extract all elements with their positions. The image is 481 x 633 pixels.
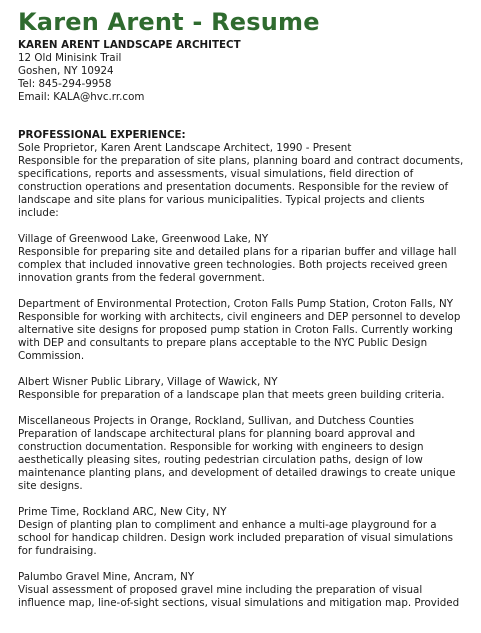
project-line: for fundraising. — [18, 545, 97, 557]
project-line: influence map, line-of-sight sections, visual simulations and mitigation map. Provided — [18, 597, 460, 609]
phone-number: Tel: 845-294-9958 — [18, 78, 112, 90]
project-line: Design of planting plan to compliment and enhance a multi-age playground for a — [18, 519, 437, 531]
project-line: Commission. — [18, 350, 85, 362]
resume-page — [18, 8, 476, 610]
project-line: aesthetically pleasing sites, routing pedestrian circulation paths, design of low — [18, 454, 423, 466]
project-line: complex that included innovative green technologies. Both projects received green — [18, 259, 448, 271]
project-entry — [18, 298, 476, 363]
city-state-zip: Goshen, NY 10924 — [18, 65, 114, 77]
project-title: Miscellaneous Projects in Orange, Rockland, Sullivan, and Dutchess Counties — [18, 415, 414, 427]
summary-line: landscape and site plans for various municipalities. Typical projects and clients — [18, 194, 425, 206]
project-line: maintenance planting plans, and development of detailed drawings to create unique — [18, 467, 456, 479]
project-line: Responsible for working with architects, civil engineers and DEP personnel to develop — [18, 311, 461, 323]
summary-line: specifications, reports and assessments, visual simulations, field direction of — [18, 168, 414, 180]
project-entry — [18, 506, 476, 558]
project-line: construction documentation. Responsible for working with engineers to design — [18, 441, 424, 453]
firm-name: KAREN ARENT LANDSCAPE ARCHITECT — [18, 39, 241, 51]
experience-summary — [18, 155, 476, 220]
summary-line: Responsible for the preparation of site plans, planning board and contract documents, — [18, 155, 464, 167]
street-address: 12 Old Minisink Trail — [18, 52, 122, 64]
project-title: Department of Environmental Protection, Croton Falls Pump Station, Croton Falls, NY — [18, 298, 453, 310]
project-line: with DEP and consultants to prepare plans acceptable to the NYC Public Design — [18, 337, 428, 349]
project-title: Palumbo Gravel Mine, Ancram, NY — [18, 571, 195, 583]
project-entry — [18, 415, 476, 493]
page-title: Karen Arent - Resume — [18, 8, 320, 36]
project-title: Prime Time, Rockland ARC, New City, NY — [18, 506, 227, 518]
contact-block — [18, 39, 476, 104]
project-line: Visual assessment of proposed gravel mine including the preparation of visual — [18, 584, 423, 596]
project-entry — [18, 571, 476, 610]
project-title: Albert Wisner Public Library, Village of Wawick, NY — [18, 376, 278, 388]
current-role: Sole Proprietor, Karen Arent Landscape Architect, 1990 - Present — [18, 142, 352, 154]
project-line: Responsible for preparation of a landscape plan that meets green building criteria. — [18, 389, 445, 401]
project-line: Responsible for preparing site and detailed plans for a riparian buffer and village hall — [18, 246, 457, 258]
project-entry — [18, 233, 476, 285]
summary-line: include: — [18, 207, 59, 219]
email-address: Email: KALA@hvc.rr.com — [18, 91, 145, 103]
project-entry — [18, 376, 476, 402]
summary-line: construction operations and presentation documents. Responsible for the review of — [18, 181, 449, 193]
project-line: site designs. — [18, 480, 83, 492]
project-line: Preparation of landscape architectural plans for planning board approval and — [18, 428, 416, 440]
project-line: innovation grants from the federal government. — [18, 272, 265, 284]
project-line: school for handicap children. Design work included preparation of visual simulations — [18, 532, 454, 544]
project-title: Village of Greenwood Lake, Greenwood Lake, NY — [18, 233, 269, 245]
project-line: alternative site designs for proposed pump station in Croton Falls. Currently working — [18, 324, 453, 336]
section-heading-experience: PROFESSIONAL EXPERIENCE: — [18, 129, 186, 141]
